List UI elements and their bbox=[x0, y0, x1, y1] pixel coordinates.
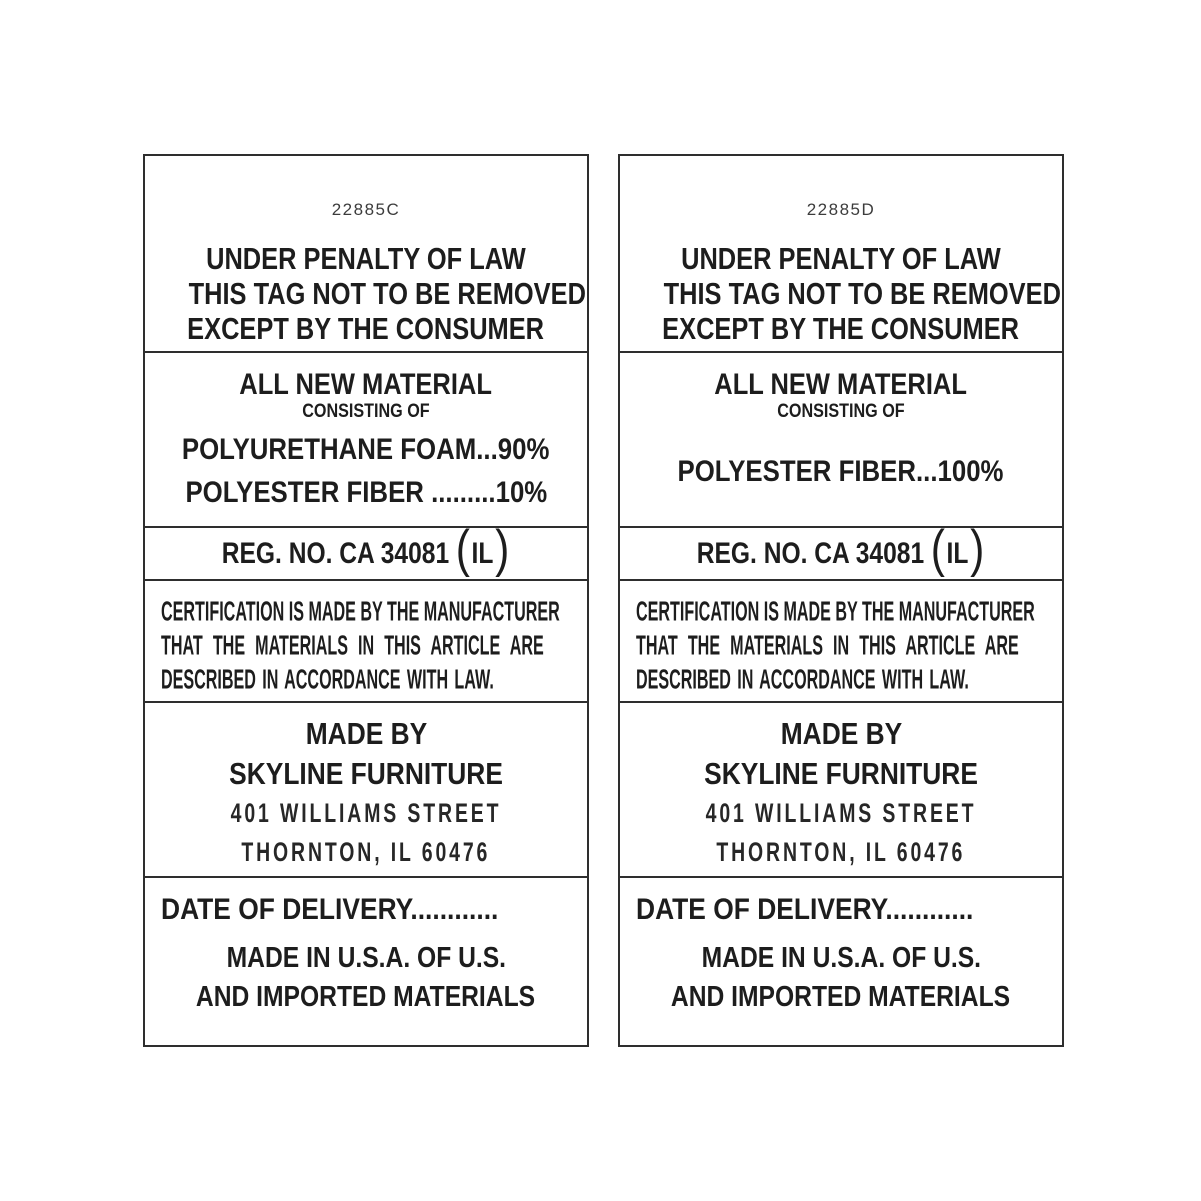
materials-title-text: ALL NEW MATERIAL bbox=[239, 368, 493, 401]
materials-title bbox=[145, 369, 587, 401]
manufacturer-section bbox=[145, 703, 587, 878]
delivery-origin-section bbox=[620, 878, 1062, 1045]
certification-line-text: THAT THE MATERIALS IN THIS ARTICLE ARE bbox=[636, 628, 1019, 662]
reg-number-line bbox=[190, 519, 543, 578]
company-name-text: SKYLINE FURNITURE bbox=[704, 756, 978, 791]
penalty-section bbox=[145, 156, 587, 353]
material-item-text: POLYURETHANE FOAM...90% bbox=[182, 433, 550, 466]
date-of-delivery-text: DATE OF DELIVERY............ bbox=[161, 893, 499, 926]
made-by-title-text: MADE BY bbox=[780, 716, 902, 751]
origin-line-text: AND IMPORTED MATERIALS bbox=[196, 981, 536, 1013]
materials-subtitle bbox=[620, 401, 1062, 423]
origin-statement bbox=[145, 939, 587, 1017]
penalty-line bbox=[145, 311, 587, 346]
company-name-text: SKYLINE FURNITURE bbox=[229, 756, 503, 791]
date-of-delivery bbox=[620, 893, 1062, 927]
company-name bbox=[145, 754, 587, 794]
address-line-text: THORNTON, IL 60476 bbox=[241, 837, 491, 867]
certification-line bbox=[161, 628, 579, 662]
penalty-warning bbox=[145, 241, 587, 346]
reg-number-text bbox=[221, 519, 510, 578]
certification-section bbox=[145, 581, 587, 703]
reg-number-line bbox=[665, 519, 1018, 578]
material-item bbox=[145, 434, 587, 466]
reg-state: IL bbox=[471, 536, 494, 570]
penalty-line bbox=[145, 276, 587, 311]
origin-line-text: AND IMPORTED MATERIALS bbox=[671, 981, 1011, 1013]
penalty-line-text: UNDER PENALTY OF LAW bbox=[206, 241, 526, 276]
reg-number-text bbox=[696, 519, 985, 578]
origin-line bbox=[145, 978, 587, 1017]
penalty-section bbox=[620, 156, 1062, 353]
certification-line-text: DESCRIBED IN ACCORDANCE WITH LAW. bbox=[636, 662, 969, 696]
materials-subtitle bbox=[145, 401, 587, 423]
certification-line-text: THAT THE MATERIALS IN THIS ARTICLE ARE bbox=[161, 628, 544, 662]
materials-section bbox=[620, 353, 1062, 528]
reg-state: IL bbox=[946, 536, 969, 570]
address-line-text: 401 WILLIAMS STREET bbox=[230, 798, 502, 828]
penalty-line-text: THIS TAG NOT TO BE REMOVED bbox=[663, 276, 1061, 311]
address-line bbox=[620, 794, 1062, 833]
manufacturer-section bbox=[620, 703, 1062, 878]
reg-paren-open: ( bbox=[930, 519, 945, 578]
company-name bbox=[620, 754, 1062, 794]
materials-title bbox=[620, 369, 1062, 401]
material-item bbox=[145, 477, 587, 509]
material-item-text: POLYESTER FIBER .........10% bbox=[185, 476, 547, 509]
law-label-tag-22885d bbox=[618, 154, 1064, 1047]
delivery-origin-section bbox=[145, 878, 587, 1045]
materials-list bbox=[620, 423, 1062, 526]
tag-number: 22885D bbox=[806, 200, 876, 219]
materials-title-text: ALL NEW MATERIAL bbox=[714, 368, 968, 401]
reg-number-band bbox=[620, 519, 1062, 581]
address-line bbox=[145, 833, 587, 872]
material-item-text: POLYESTER FIBER...100% bbox=[678, 454, 1004, 488]
penalty-line bbox=[620, 311, 1062, 346]
made-by-title bbox=[620, 714, 1062, 754]
reg-paren-close: ) bbox=[969, 519, 984, 578]
material-item bbox=[620, 456, 1062, 488]
tag-number: 22885C bbox=[331, 200, 401, 219]
reg-number-band bbox=[145, 519, 587, 581]
certification-line bbox=[636, 594, 1054, 628]
penalty-line bbox=[620, 276, 1062, 311]
materials-list bbox=[145, 423, 587, 526]
certification-line bbox=[636, 628, 1054, 662]
materials-subtitle-text: CONSISTING OF bbox=[302, 401, 430, 422]
made-by-title bbox=[145, 714, 587, 754]
date-of-delivery-text: DATE OF DELIVERY............ bbox=[636, 893, 974, 926]
address-line-text: THORNTON, IL 60476 bbox=[716, 837, 966, 867]
materials-subtitle-text: CONSISTING OF bbox=[777, 401, 905, 422]
address-line bbox=[145, 794, 587, 833]
certification-line-text: CERTIFICATION IS MADE BY THE MANUFACTURER bbox=[161, 594, 560, 628]
law-label-tag-22885c bbox=[143, 154, 589, 1047]
penalty-line bbox=[620, 241, 1062, 276]
origin-line-text: MADE IN U.S.A. OF U.S. bbox=[226, 942, 506, 974]
date-of-delivery bbox=[145, 893, 587, 927]
penalty-line-text: UNDER PENALTY OF LAW bbox=[681, 241, 1001, 276]
address-line bbox=[620, 833, 1062, 872]
penalty-line-text: THIS TAG NOT TO BE REMOVED bbox=[188, 276, 586, 311]
origin-statement bbox=[620, 939, 1062, 1017]
certification-section bbox=[620, 581, 1062, 703]
certification-line bbox=[161, 594, 579, 628]
reg-number-prefix: REG. NO. CA 34081 bbox=[696, 536, 924, 570]
reg-paren-open: ( bbox=[455, 519, 470, 578]
certification-line-text: CERTIFICATION IS MADE BY THE MANUFACTURER bbox=[636, 594, 1035, 628]
origin-line bbox=[620, 939, 1062, 978]
penalty-line-text: EXCEPT BY THE CONSUMER bbox=[187, 311, 545, 346]
address-line-text: 401 WILLIAMS STREET bbox=[705, 798, 977, 828]
penalty-line-text: EXCEPT BY THE CONSUMER bbox=[662, 311, 1020, 346]
certification-line bbox=[161, 662, 579, 696]
penalty-warning bbox=[620, 241, 1062, 346]
origin-line bbox=[145, 939, 587, 978]
materials-section bbox=[145, 353, 587, 528]
penalty-line bbox=[145, 241, 587, 276]
certification-line bbox=[636, 662, 1054, 696]
origin-line bbox=[620, 978, 1062, 1017]
reg-number-prefix: REG. NO. CA 34081 bbox=[221, 536, 449, 570]
reg-paren-close: ) bbox=[494, 519, 509, 578]
origin-line-text: MADE IN U.S.A. OF U.S. bbox=[701, 942, 981, 974]
made-by-title-text: MADE BY bbox=[305, 716, 427, 751]
certification-line-text: DESCRIBED IN ACCORDANCE WITH LAW. bbox=[161, 662, 494, 696]
